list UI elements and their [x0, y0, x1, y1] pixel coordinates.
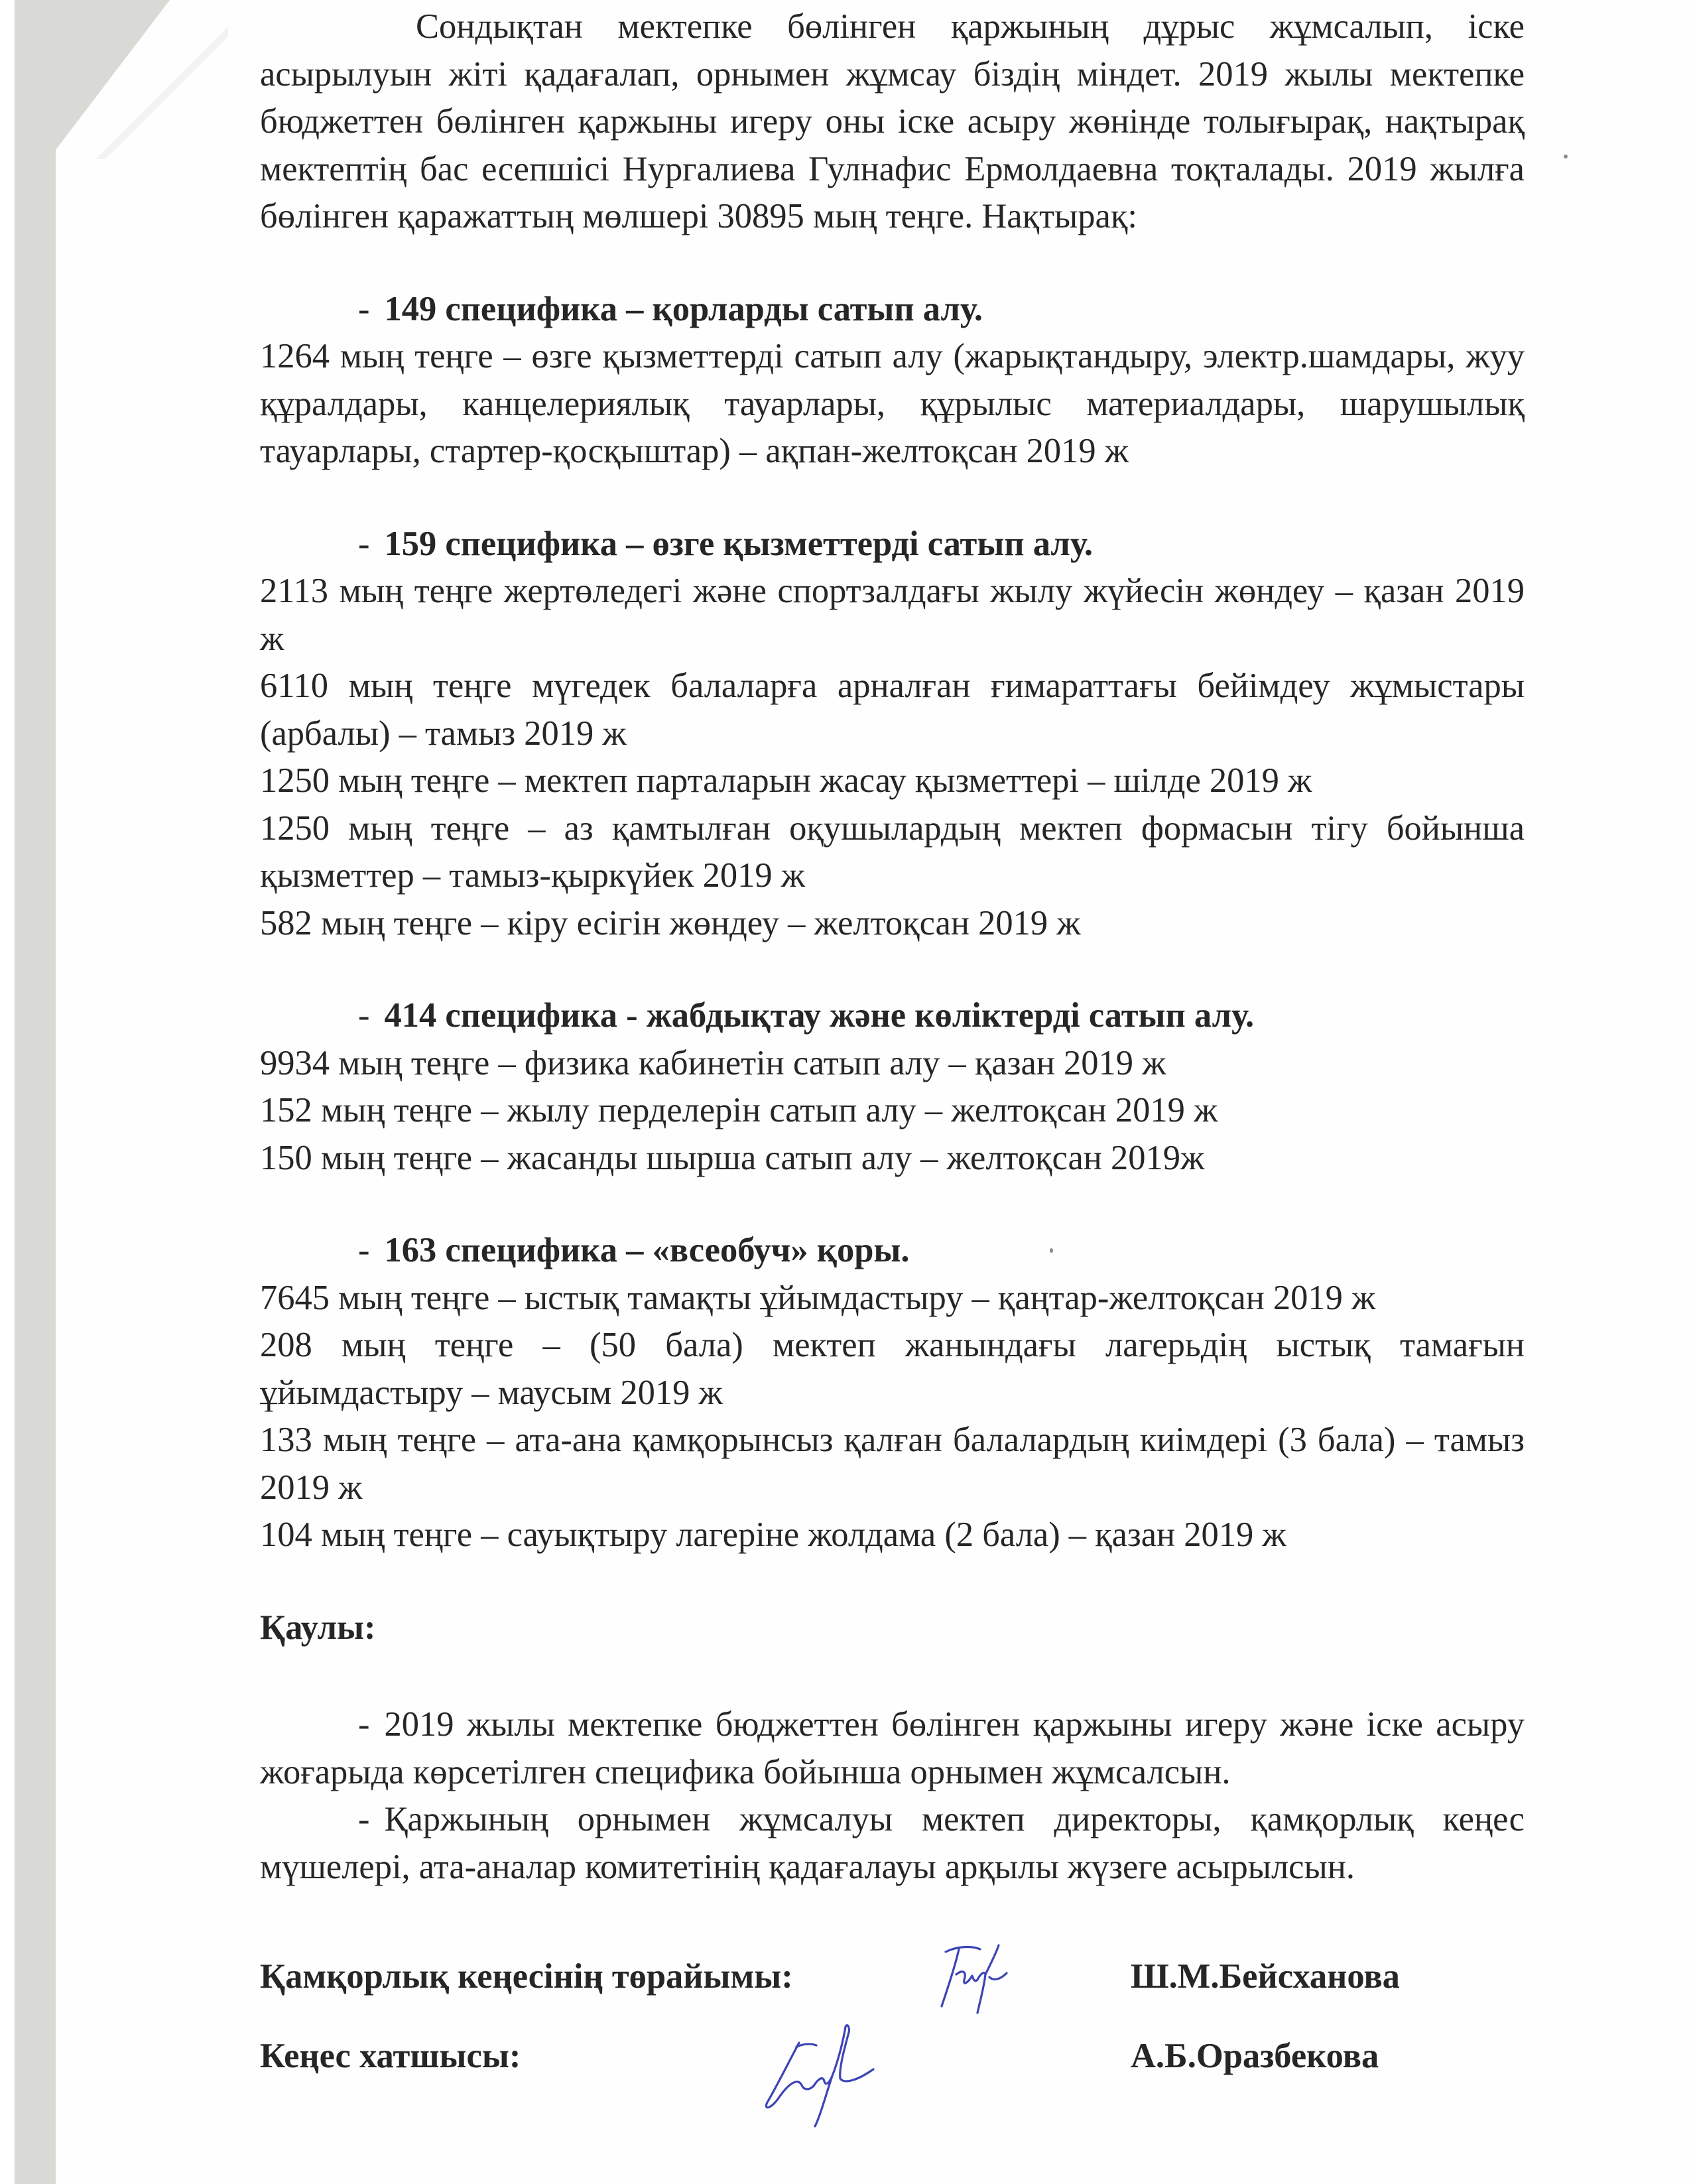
expense-item: 133 мың теңге – ата-ана қамқорынсыз қалған балалардың киімдері (3 бала) – тамыз 2019 ж: [260, 1421, 1525, 1507]
resolution-item: [260, 1796, 1525, 1891]
dash-bullet: -: [358, 524, 370, 563]
dash-bullet: -: [358, 996, 370, 1035]
specification-header: [260, 1227, 1525, 1275]
scan-speck: [1564, 155, 1568, 159]
handwritten-signature-chair: [936, 1940, 1009, 2020]
resolution-text: 2019 жылы мектепке бюджеттен бөлінген қаржыны игеру және іске асыру жоғарыда көрсетілген специфика бойынша орнымен жұмсалсын.: [260, 1705, 1525, 1791]
expense-item: 1250 мың теңге – аз қамтылған оқушылардың мектеп формасын тігу бойынша қызметтер – тамыз-қыркүйек 2019 ж: [260, 808, 1525, 895]
expense-item: 152 мың теңге – жылу перделерін сатып алу – желтоқсан 2019 ж: [260, 1091, 1218, 1129]
dash-bullet: -: [358, 289, 370, 328]
expense-item: 582 мың теңге – кіру есігін жөндеу – желтоқсан 2019 ж: [260, 903, 1081, 942]
signatory-role: Кеңес хатшысы:: [260, 2037, 521, 2075]
scan-speck: [1050, 1248, 1053, 1253]
expense-item: 1264 мың теңге – өзге қызметтерді сатып алу (жарықтандыру, электр.шамдары, жуу құралдары, канцелериялық тауарлары, құрылыс материалдары, шарушылық тауарлары, стартер-қосқыштар) – ақпан-желтоқсан 2019 ж: [260, 337, 1525, 470]
dash-bullet: -: [358, 1705, 370, 1744]
dash-bullet: -: [358, 1231, 370, 1269]
scanner-edge: [0, 0, 15, 2184]
expense-item: 6110 мың теңге мүгедек балаларға арналған ғимараттағы бейімдеу жұмыстары (арбалы) – тамыз 2019 ж: [260, 667, 1525, 753]
resolution-text: Қаржының орнымен жұмсалуы мектеп директоры, қамқорлық кеңес мүшелері, ата-аналар комитетінің қадағалауы арқылы жүзеге асырылсын.: [260, 1800, 1525, 1886]
specification-title: 414 специфика - жабдықтау және көліктерді сатып алу.: [384, 996, 1255, 1035]
specification-159: [260, 521, 1525, 948]
resolution-title: Қаулы:: [260, 1608, 376, 1647]
signatory-role: Қамқорлық кеңесінің төрайымы:: [260, 1957, 793, 1996]
specification-title: 159 специфика – өзге қызметтерді сатып алу.: [384, 524, 1093, 563]
expense-item: 9934 мың теңге – физика кабинетін сатып алу – қазан 2019 ж: [260, 1043, 1166, 1082]
expense-item: 1250 мың теңге – мектеп парталарын жасау қызметтері – шілде 2019 ж: [260, 761, 1312, 800]
specification-149: [260, 286, 1525, 476]
signatory-name: А.Б.Оразбекова: [1131, 2037, 1379, 2075]
specification-title: 163 специфика – «всеобуч» қоры.: [384, 1231, 910, 1269]
resolution-list: [260, 1701, 1525, 1891]
handwritten-signature-secretary: [759, 2023, 879, 2129]
specification-header: [260, 286, 1525, 334]
intro-paragraph: Сондықтан мектепке бөлінген қаржының дұрыс жұмсалып, іске асырылуын жіті қадағалап, орнымен жұмсау біздің міндет. 2019 жылы мектепке бюджеттен бөлінген қаржыны игеру оны іске асыру жөнінде толығырақ, нақтырақ мектептің бас есепшісі Нургалиева Гулнафис Ермолдаевна тоқталады. 2019 жылға бөлінген қаражаттың мөлшері 30895 мың теңге. Нақтырақ:: [260, 7, 1525, 235]
specification-414: [260, 992, 1525, 1182]
specification-title: 149 специфика – қорларды сатып алу.: [384, 289, 983, 328]
specification-163: [260, 1227, 1525, 1559]
specification-header: [260, 992, 1525, 1040]
expense-item: 2113 мың теңге жертөледегі және спортзалдағы жылу жүйесін жөндеу – қазан 2019 ж: [260, 572, 1525, 658]
expense-item: 150 мың теңге – жасанды шырша сатып алу – желтоқсан 2019ж: [260, 1138, 1205, 1177]
resolution-item: [260, 1701, 1525, 1796]
expense-item: 7645 мың теңге – ыстық тамақты ұйымдастыру – қаңтар-желтоқсан 2019 ж: [260, 1278, 1376, 1317]
signatory-name: Ш.М.Бейсханова: [1131, 1957, 1400, 1996]
document-body: [260, 0, 1525, 1891]
expense-item: 208 мың теңге – (50 бала) мектеп жанындағы лагерьдің ыстық тамағын ұйымдастыру – маусым 2019 ж: [260, 1326, 1525, 1412]
expense-item: 104 мың теңге – сауықтыру лагеріне жолдама (2 бала) – қазан 2019 ж: [260, 1515, 1286, 1554]
dash-bullet: -: [358, 1800, 370, 1838]
specification-header: [260, 521, 1525, 568]
